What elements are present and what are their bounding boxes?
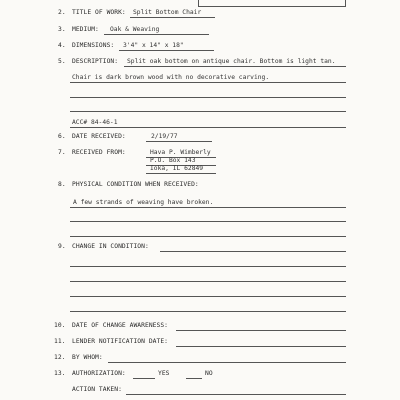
condition-underline-1 (70, 207, 346, 208)
action-taken-underline (126, 394, 346, 395)
received-from-label: RECEIVED FROM: (72, 149, 126, 156)
by-whom-label: BY WHOM: (72, 354, 103, 361)
field-2-number: 2. (58, 9, 66, 16)
description-underline-2 (70, 82, 346, 83)
received-from-city: Ioka, IL 62849 (150, 165, 204, 172)
field-12-number: 12. (54, 354, 66, 361)
date-received-label: DATE RECEIVED: (72, 133, 126, 140)
change-underline-4 (70, 296, 346, 297)
action-taken-label: ACTION TAKEN: (72, 386, 122, 393)
date-received-underline (146, 141, 212, 142)
accession-number: ACC# 84-46-1 (72, 119, 118, 126)
field-10-number: 10. (54, 322, 66, 329)
authorization-yes-label: YES (158, 370, 170, 377)
description-underline-1 (124, 66, 346, 67)
authorization-no-label: NO (205, 370, 213, 377)
acc-underline (70, 127, 346, 128)
description-line-1: Split oak bottom on antique chair. Bottom is light tan. (127, 58, 336, 65)
title-of-work-label: TITLE OF WORK: (72, 9, 126, 16)
medium-underline (104, 34, 209, 35)
dimensions-underline (119, 50, 214, 51)
lender-notification-label: LENDER NOTIFICATION DATE: (72, 338, 169, 345)
field-9-number: 9. (58, 243, 66, 250)
by-whom-underline (108, 362, 346, 363)
change-underline-2 (70, 266, 346, 267)
received-from-pobox: P.O. Box 143 (150, 157, 196, 164)
title-of-work-value: Split Bottom Chair (133, 9, 202, 16)
condition-underline-3 (70, 236, 346, 237)
change-in-condition-label: CHANGE IN CONDITION: (72, 243, 149, 250)
medium-value: Oak & Weaving (110, 26, 160, 33)
dimensions-label: DIMENSIONS: (72, 42, 115, 49)
received-from-name: Hava P. Wimberly (150, 149, 211, 156)
change-underline-1 (160, 251, 346, 252)
dimensions-value: 3'4" x 14" x 18" (123, 42, 184, 49)
change-underline-5 (70, 311, 346, 312)
field-8-number: 8. (58, 181, 66, 188)
field-7-number: 7. (58, 149, 66, 156)
description-label: DESCRIPTION: (72, 58, 119, 65)
physical-condition-label: PHYSICAL CONDITION WHEN RECEIVED: (72, 181, 199, 188)
medium-label: MEDIUM: (72, 26, 99, 33)
condition-underline-2 (70, 221, 346, 222)
lender-notification-underline (176, 346, 346, 347)
description-underline-3 (70, 97, 346, 98)
field-11-number: 11. (54, 338, 66, 345)
field-13-number: 13. (54, 370, 66, 377)
description-line-2: Chair is dark brown wood with no decorative carving. (72, 74, 270, 81)
authorization-yes-blank[interactable] (133, 378, 155, 379)
field-3-number: 3. (58, 26, 66, 33)
date-change-underline (176, 330, 346, 331)
title-underline (130, 17, 215, 18)
date-change-awareness-label: DATE OF CHANGE AWARENESS: (72, 322, 169, 329)
field-6-number: 6. (58, 133, 66, 140)
physical-condition-value: A few strands of weaving have broken. (73, 199, 214, 206)
field-5-number: 5. (58, 58, 66, 65)
received-from-underline-3 (146, 173, 216, 174)
field-4-number: 4. (58, 42, 66, 49)
top-box (198, 0, 346, 7)
date-received-value: 2/19/77 (151, 133, 178, 140)
authorization-no-blank[interactable] (186, 378, 202, 379)
change-underline-3 (70, 281, 346, 282)
authorization-label: AUTHORIZATION: (72, 370, 126, 377)
description-underline-4 (70, 111, 346, 112)
